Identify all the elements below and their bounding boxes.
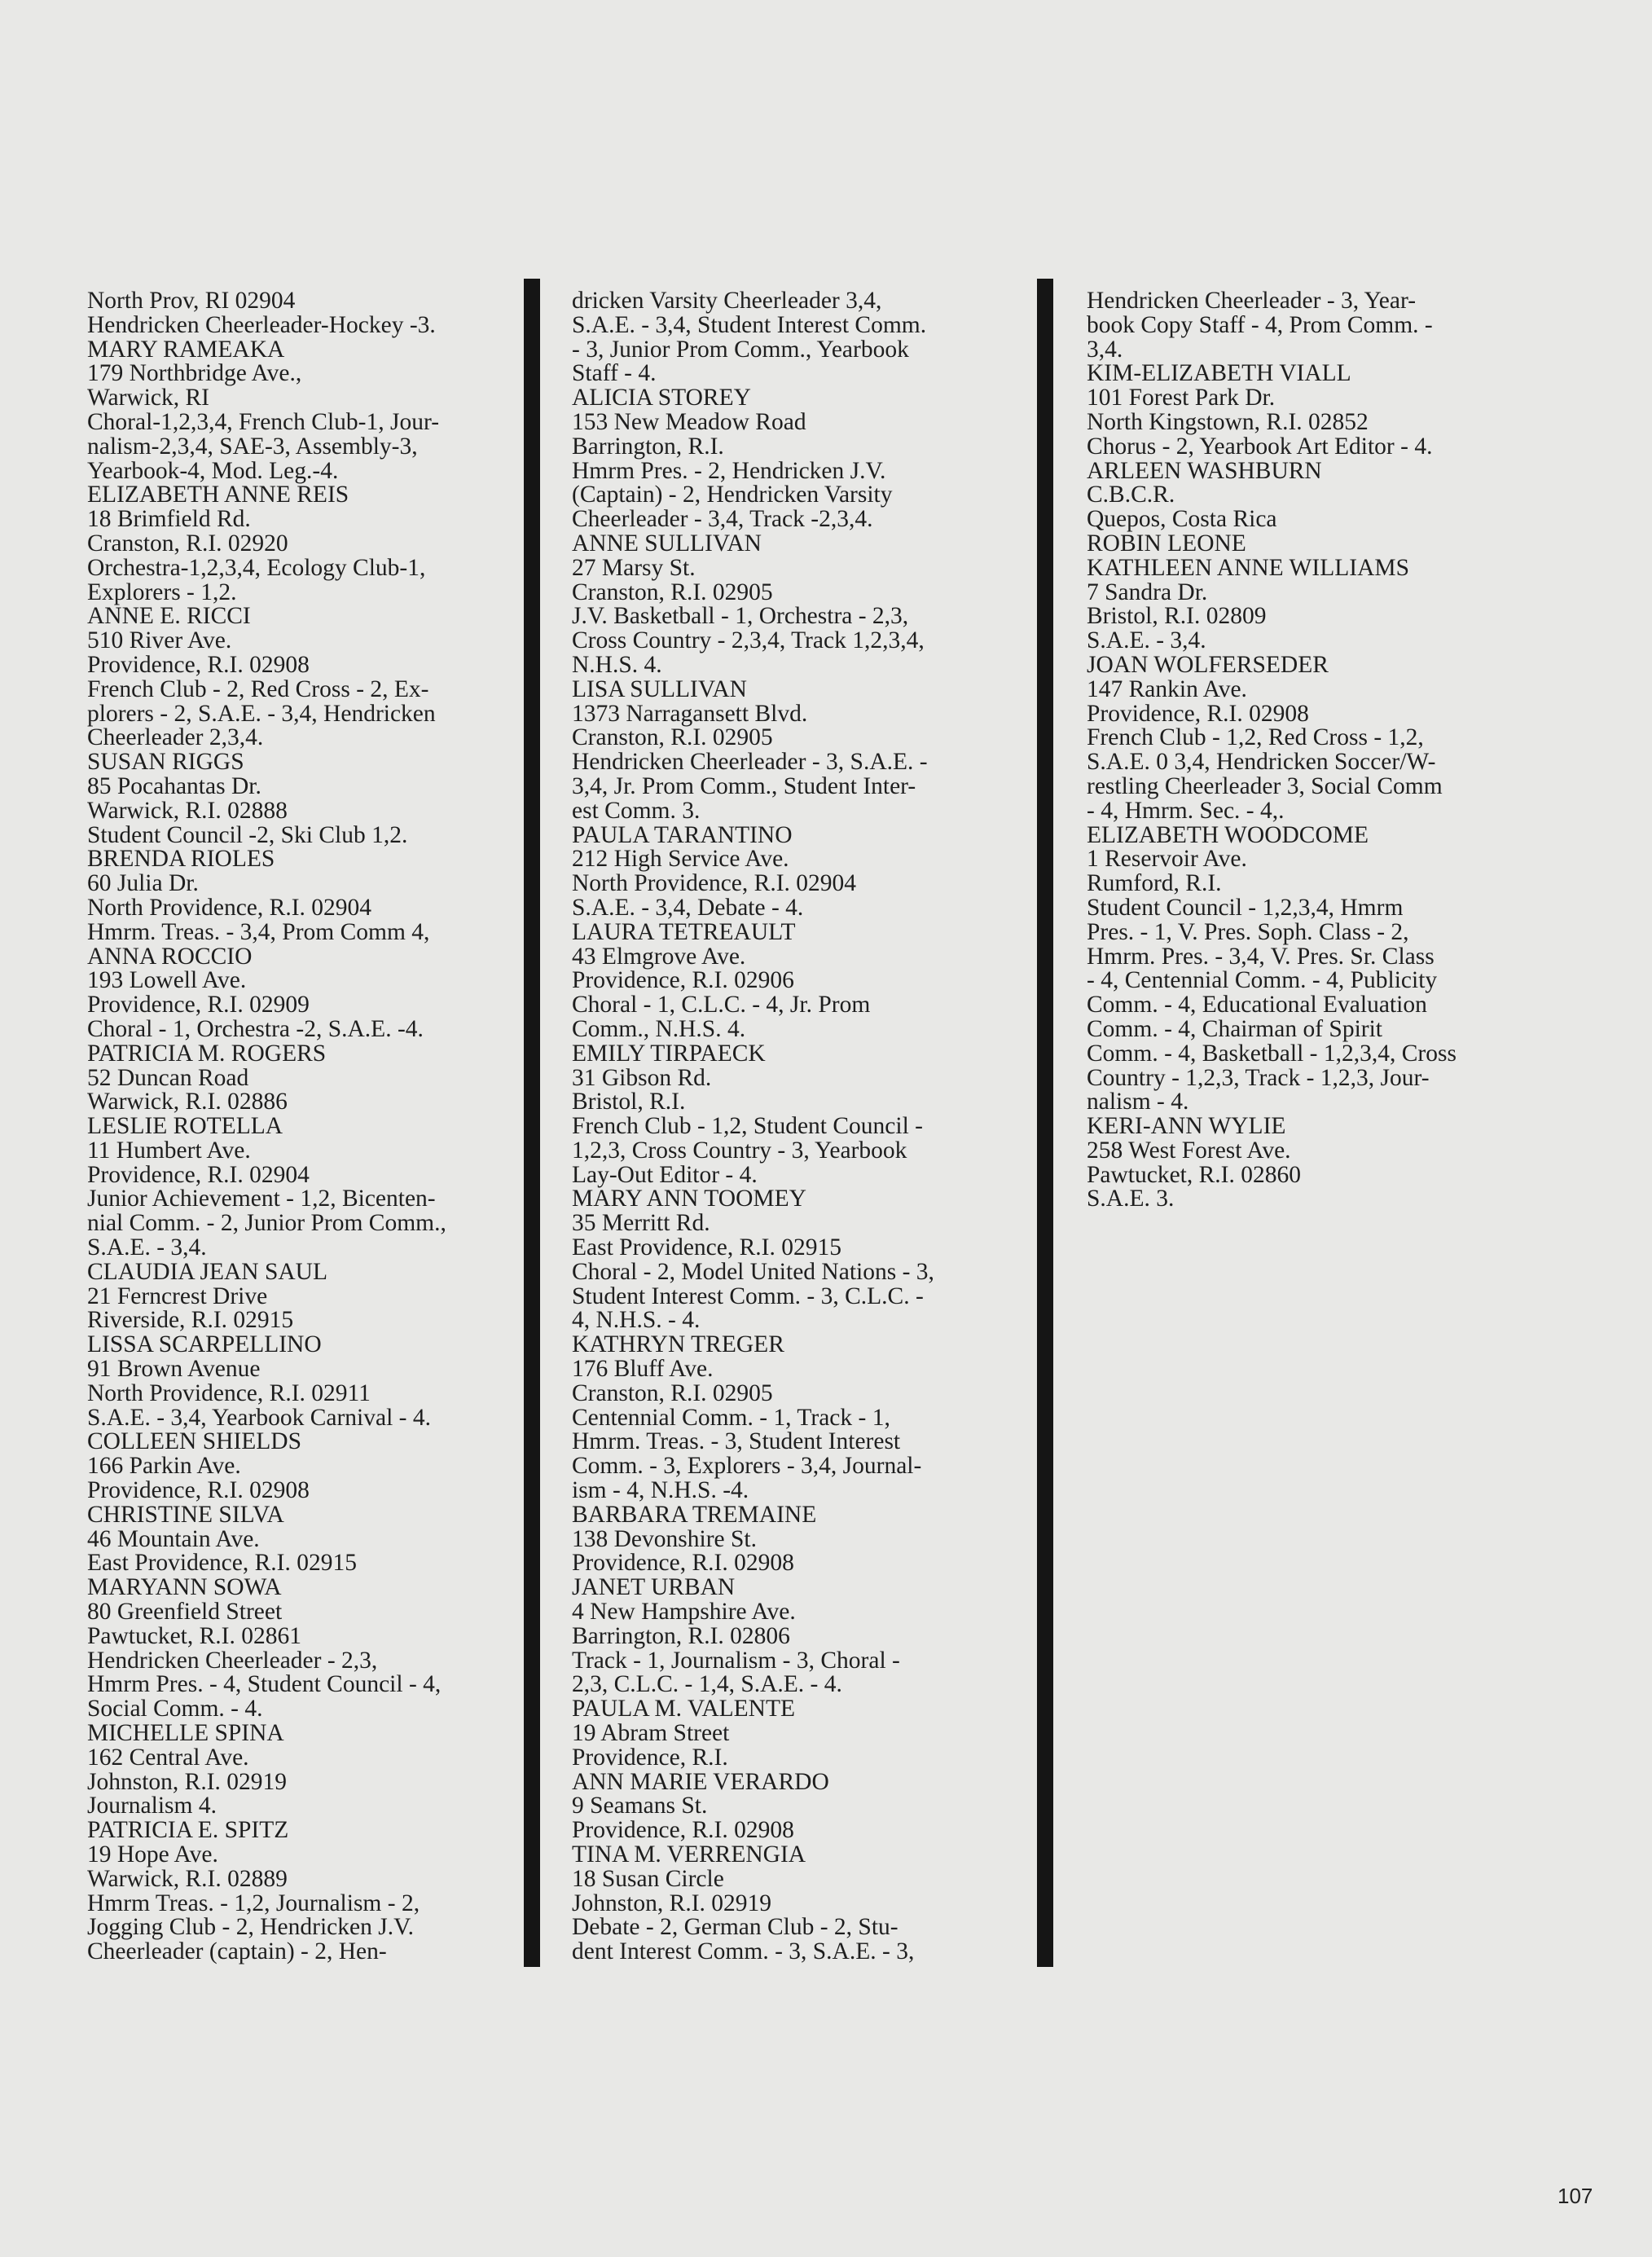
text-line: Bristol, R.I. 02809: [1087, 603, 1267, 630]
text-line: Lay-Out Editor - 4.: [572, 1161, 758, 1188]
text-line: 21 Ferncrest Drive: [87, 1282, 268, 1309]
text-line: Jogging Club - 2, Hendricken J.V.: [87, 1914, 414, 1941]
text-line: - 4, Centennial Comm. - 4, Publicity: [1087, 967, 1438, 994]
text-line: Hmrm Pres. - 4, Student Council - 4,: [87, 1671, 442, 1698]
text-line: Hmrm. Treas. - 3, Student Interest: [572, 1428, 901, 1455]
text-line: S.A.E. - 3,4.: [1087, 627, 1206, 654]
text-line: est Comm. 3.: [572, 797, 701, 824]
text-line: Providence, R.I. 02908: [572, 1550, 794, 1577]
text-line: Journalism 4.: [87, 1793, 217, 1819]
text-line: Yearbook-4, Mod. Leg.-4.: [87, 457, 339, 484]
column-divider-2: [1037, 279, 1053, 1967]
text-line: Hendricken Cheerleader - 3, S.A.E. -: [572, 749, 928, 776]
text-line: 166 Parkin Ave.: [87, 1453, 241, 1480]
text-line: East Providence, R.I. 02915: [87, 1550, 357, 1577]
text-line: Providence, R.I. 02908: [1087, 700, 1309, 727]
text-line: Providence, R.I. 02908: [87, 651, 310, 678]
text-line: N.H.S. 4.: [572, 651, 662, 678]
text-line: BARBARA TREMAINE: [572, 1501, 817, 1528]
text-line: Hendricken Cheerleader - 2,3,: [87, 1647, 378, 1674]
text-line: Social Comm. - 4.: [87, 1696, 263, 1722]
text-line: Cheerleader - 3,4, Track -2,3,4.: [572, 506, 873, 533]
text-line: 52 Duncan Road: [87, 1064, 249, 1091]
text-line: PAULA M. VALENTE: [572, 1696, 796, 1722]
text-line: Country - 1,2,3, Track - 1,2,3, Jour-: [1087, 1064, 1430, 1091]
text-line: Pawtucket, R.I. 02861: [87, 1622, 302, 1649]
text-line: JOAN WOLFERSEDER: [1087, 651, 1329, 678]
text-line: Pres. - 1, V. Pres. Soph. Class - 2,: [1087, 918, 1409, 945]
text-line: Providence, R.I. 02908: [87, 1477, 310, 1504]
text-line: Choral-1,2,3,4, French Club-1, Jour-: [87, 408, 440, 435]
text-line: S.A.E. 3.: [1087, 1186, 1175, 1212]
text-line: ANNA ROCCIO: [87, 943, 253, 970]
text-line: book Copy Staff - 4, Prom Comm. -: [1087, 311, 1433, 338]
text-line: Riverside, R.I. 02915: [87, 1307, 294, 1334]
text-line: 11 Humbert Ave.: [87, 1137, 251, 1164]
text-line: dent Interest Comm. - 3, S.A.E. - 3,: [572, 1938, 915, 1965]
text-line: 2,3, C.L.C. - 1,4, S.A.E. - 4.: [572, 1671, 842, 1698]
text-line: 18 Susan Circle: [572, 1865, 724, 1892]
column-divider-1: [524, 279, 540, 1967]
text-line: KATHRYN TREGER: [572, 1331, 784, 1358]
text-line: Track - 1, Journalism - 3, Choral -: [572, 1647, 900, 1674]
text-line: Quepos, Costa Rica: [1087, 506, 1277, 533]
text-line: 1373 Narragansett Blvd.: [572, 700, 808, 727]
text-line: 162 Central Ave.: [87, 1744, 249, 1771]
text-line: Cranston, R.I. 02920: [87, 530, 288, 557]
text-line: Providence, R.I. 02908: [572, 1817, 794, 1844]
text-line: Cheerleader (captain) - 2, Hen-: [87, 1938, 387, 1965]
text-column-3: [1087, 289, 1494, 1212]
text-line: nial Comm. - 2, Junior Prom Comm.,: [87, 1210, 446, 1237]
text-line: 43 Elmgrove Ave.: [572, 943, 746, 970]
text-line: Pawtucket, R.I. 02860: [1087, 1161, 1302, 1188]
text-line: 510 River Ave.: [87, 627, 232, 654]
text-line: Cheerleader 2,3,4.: [87, 724, 264, 751]
page-number: 107: [1558, 2184, 1593, 2208]
text-line: Barrington, R.I. 02806: [572, 1622, 790, 1649]
text-line: S.A.E. - 3,4, Debate - 4.: [572, 894, 804, 921]
text-line: Choral - 1, C.L.C. - 4, Jr. Prom: [572, 992, 871, 1019]
text-line: MARY ANN TOOMEY: [572, 1186, 806, 1212]
text-line: - 4, Hmrm. Sec. - 4,.: [1087, 797, 1285, 824]
text-line: ARLEEN WASHBURN: [1087, 457, 1322, 484]
text-line: ELIZABETH WOODCOME: [1087, 821, 1369, 848]
text-line: 212 High Service Ave.: [572, 846, 789, 873]
text-line: TINA M. VERRENGIA: [572, 1841, 806, 1868]
text-line: Hmrm Pres. - 2, Hendricken J.V.: [572, 457, 886, 484]
text-line: 80 Greenfield Street: [87, 1599, 283, 1626]
text-line: Comm., N.H.S. 4.: [572, 1015, 746, 1042]
text-line: PATRICIA E. SPITZ: [87, 1817, 289, 1844]
text-line: Explorers - 1,2.: [87, 579, 237, 605]
text-line: LISSA SCARPELLINO: [87, 1331, 322, 1358]
text-line: Centennial Comm. - 1, Track - 1,: [572, 1404, 890, 1431]
text-line: KATHLEEN ANNE WILLIAMS: [1087, 554, 1410, 581]
text-line: nalism-2,3,4, SAE-3, Assembly-3,: [87, 433, 418, 460]
text-line: 1,2,3, Cross Country - 3, Yearbook: [572, 1137, 907, 1164]
text-line: Johnston, R.I. 02919: [572, 1890, 772, 1916]
text-line: ALICIA STOREY: [572, 385, 751, 411]
text-line: French Club - 2, Red Cross - 2, Ex-: [87, 675, 429, 702]
text-line: 176 Bluff Ave.: [572, 1356, 714, 1383]
text-line: KIM-ELIZABETH VIALL: [1087, 360, 1351, 387]
text-line: Warwick, R.I. 02888: [87, 797, 288, 824]
text-line: 85 Pocahantas Dr.: [87, 772, 261, 799]
text-line: Johnston, R.I. 02919: [87, 1768, 288, 1795]
text-line: Warwick, RI: [87, 385, 209, 411]
text-line: 258 West Forest Ave.: [1087, 1137, 1291, 1164]
text-line: Hmrm. Treas. - 3,4, Prom Comm 4,: [87, 918, 430, 945]
text-line: Cranston, R.I. 02905: [572, 724, 773, 751]
text-line: 19 Hope Ave.: [87, 1841, 218, 1868]
text-line: Hmrm Treas. - 1,2, Journalism - 2,: [87, 1890, 420, 1916]
text-line: ROBIN LEONE: [1087, 530, 1246, 557]
text-line: 179 Northbridge Ave.,: [87, 360, 302, 387]
text-line: Cranston, R.I. 02905: [572, 579, 773, 605]
text-line: Rumford, R.I.: [1087, 870, 1222, 897]
text-line: Warwick, R.I. 02889: [87, 1865, 288, 1892]
text-line: ANNE SULLIVAN: [572, 530, 762, 557]
text-line: 147 Rankin Ave.: [1087, 675, 1247, 702]
text-line: PAULA TARANTINO: [572, 821, 793, 848]
text-line: Barrington, R.I.: [572, 433, 724, 460]
text-line: 3,4, Jr. Prom Comm., Student Inter-: [572, 772, 916, 799]
text-line: MARYANN SOWA: [87, 1574, 282, 1601]
text-line: Student Council -2, Ski Club 1,2.: [87, 821, 408, 848]
text-line: Warwick, R.I. 02886: [87, 1089, 288, 1115]
text-line: 4, N.H.S. - 4.: [572, 1307, 701, 1334]
text-line: 101 Forest Park Dr.: [1087, 385, 1276, 411]
text-line: ELIZABETH ANNE REIS: [87, 482, 349, 508]
text-line: Hmrm. Pres. - 3,4, V. Pres. Sr. Class: [1087, 943, 1435, 970]
text-line: KERI-ANN WYLIE: [1087, 1113, 1286, 1140]
text-line: 153 New Meadow Road: [572, 408, 806, 435]
text-line: Providence, R.I. 02906: [572, 967, 794, 994]
text-line: 46 Mountain Ave.: [87, 1525, 260, 1552]
text-line: EMILY TIRPAECK: [572, 1040, 766, 1067]
text-line: 91 Brown Avenue: [87, 1356, 261, 1383]
text-line: 19 Abram Street: [572, 1720, 730, 1747]
text-line: 60 Julia Dr.: [87, 870, 199, 897]
text-line: JANET URBAN: [572, 1574, 736, 1601]
text-line: Staff - 4.: [572, 360, 657, 387]
text-line: 193 Lowell Ave.: [87, 967, 247, 994]
text-line: (Captain) - 2, Hendricken Varsity: [572, 482, 893, 508]
text-line: French Club - 1,2, Student Council -: [572, 1113, 923, 1140]
text-line: 7 Sandra Dr.: [1087, 579, 1208, 605]
text-line: S.A.E. - 3,4, Yearbook Carnival - 4.: [87, 1404, 431, 1431]
text-line: Comm. - 3, Explorers - 3,4, Journal-: [572, 1453, 922, 1480]
text-line: Choral - 1, Orchestra -2, S.A.E. -4.: [87, 1015, 424, 1042]
text-line: Hendricken Cheerleader-Hockey -3.: [87, 311, 436, 338]
text-line: Chorus - 2, Yearbook Art Editor - 4.: [1087, 433, 1433, 460]
text-line: 9 Seamans St.: [572, 1793, 708, 1819]
text-line: LISA SULLIVAN: [572, 675, 747, 702]
text-line: Hendricken Cheerleader - 3, Year-: [1087, 288, 1417, 314]
text-line: 27 Marsy St.: [572, 554, 696, 581]
text-line: S.A.E. - 3,4, Student Interest Comm.: [572, 311, 927, 338]
text-line: 35 Merritt Rd.: [572, 1210, 710, 1237]
text-line: ANNE E. RICCI: [87, 603, 251, 630]
text-line: MICHELLE SPINA: [87, 1720, 284, 1747]
text-line: Comm. - 4, Educational Evaluation: [1087, 992, 1427, 1019]
text-line: French Club - 1,2, Red Cross - 1,2,: [1087, 724, 1424, 751]
text-line: plorers - 2, S.A.E. - 3,4, Hendricken: [87, 700, 436, 727]
text-line: Providence, R.I.: [572, 1744, 728, 1771]
text-line: 3,4.: [1087, 336, 1123, 363]
text-line: North Kingstown, R.I. 02852: [1087, 408, 1369, 435]
text-line: Debate - 2, German Club - 2, Stu-: [572, 1914, 898, 1941]
text-line: Bristol, R.I.: [572, 1089, 686, 1115]
text-line: Orchestra-1,2,3,4, Ecology Club-1,: [87, 554, 426, 581]
text-line: 18 Brimfield Rd.: [87, 506, 251, 533]
text-line: nalism - 4.: [1087, 1089, 1189, 1115]
text-line: BRENDA RIOLES: [87, 846, 275, 873]
text-line: North Providence, R.I. 02911: [87, 1379, 371, 1406]
text-line: MARY RAMEAKA: [87, 336, 285, 363]
text-line: S.A.E. 0 3,4, Hendricken Soccer/W-: [1087, 749, 1436, 776]
text-line: - 3, Junior Prom Comm., Yearbook: [572, 336, 909, 363]
text-line: Providence, R.I. 02909: [87, 992, 310, 1019]
text-line: Choral - 2, Model United Nations - 3,: [572, 1258, 934, 1285]
text-line: North Prov, RI 02904: [87, 288, 296, 314]
text-line: SUSAN RIGGS: [87, 749, 244, 776]
text-line: Student Council - 1,2,3,4, Hmrm: [1087, 894, 1404, 921]
text-line: C.B.C.R.: [1087, 482, 1175, 508]
text-line: S.A.E. - 3,4.: [87, 1234, 207, 1261]
text-line: North Providence, R.I. 02904: [572, 870, 857, 897]
text-line: Junior Achievement - 1,2, Bicenten-: [87, 1186, 436, 1212]
text-line: Comm. - 4, Chairman of Spirit: [1087, 1015, 1382, 1042]
text-line: 4 New Hampshire Ave.: [572, 1599, 796, 1626]
text-column-2: [572, 289, 1004, 1964]
text-line: restling Cheerleader 3, Social Comm: [1087, 772, 1443, 799]
text-line: Cranston, R.I. 02905: [572, 1379, 773, 1406]
text-line: Comm. - 4, Basketball - 1,2,3,4, Cross: [1087, 1040, 1456, 1067]
text-line: 1 Reservoir Ave.: [1087, 846, 1247, 873]
text-line: Student Interest Comm. - 3, C.L.C. -: [572, 1282, 924, 1309]
text-line: 31 Gibson Rd.: [572, 1064, 712, 1091]
text-line: ism - 4, N.H.S. -4.: [572, 1477, 749, 1504]
text-line: East Providence, R.I. 02915: [572, 1234, 841, 1261]
text-line: LESLIE ROTELLA: [87, 1113, 283, 1140]
text-line: COLLEEN SHIELDS: [87, 1428, 302, 1455]
text-line: CLAUDIA JEAN SAUL: [87, 1258, 327, 1285]
text-column-1: [87, 289, 519, 1964]
text-line: Cross Country - 2,3,4, Track 1,2,3,4,: [572, 627, 925, 654]
text-line: Providence, R.I. 02904: [87, 1161, 310, 1188]
text-line: J.V. Basketball - 1, Orchestra - 2,3,: [572, 603, 909, 630]
text-line: CHRISTINE SILVA: [87, 1501, 284, 1528]
text-line: 138 Devonshire St.: [572, 1525, 757, 1552]
text-line: dricken Varsity Cheerleader 3,4,: [572, 288, 882, 314]
text-line: North Providence, R.I. 02904: [87, 894, 372, 921]
text-line: PATRICIA M. ROGERS: [87, 1040, 327, 1067]
text-line: ANN MARIE VERARDO: [572, 1768, 829, 1795]
text-line: LAURA TETREAULT: [572, 918, 796, 945]
